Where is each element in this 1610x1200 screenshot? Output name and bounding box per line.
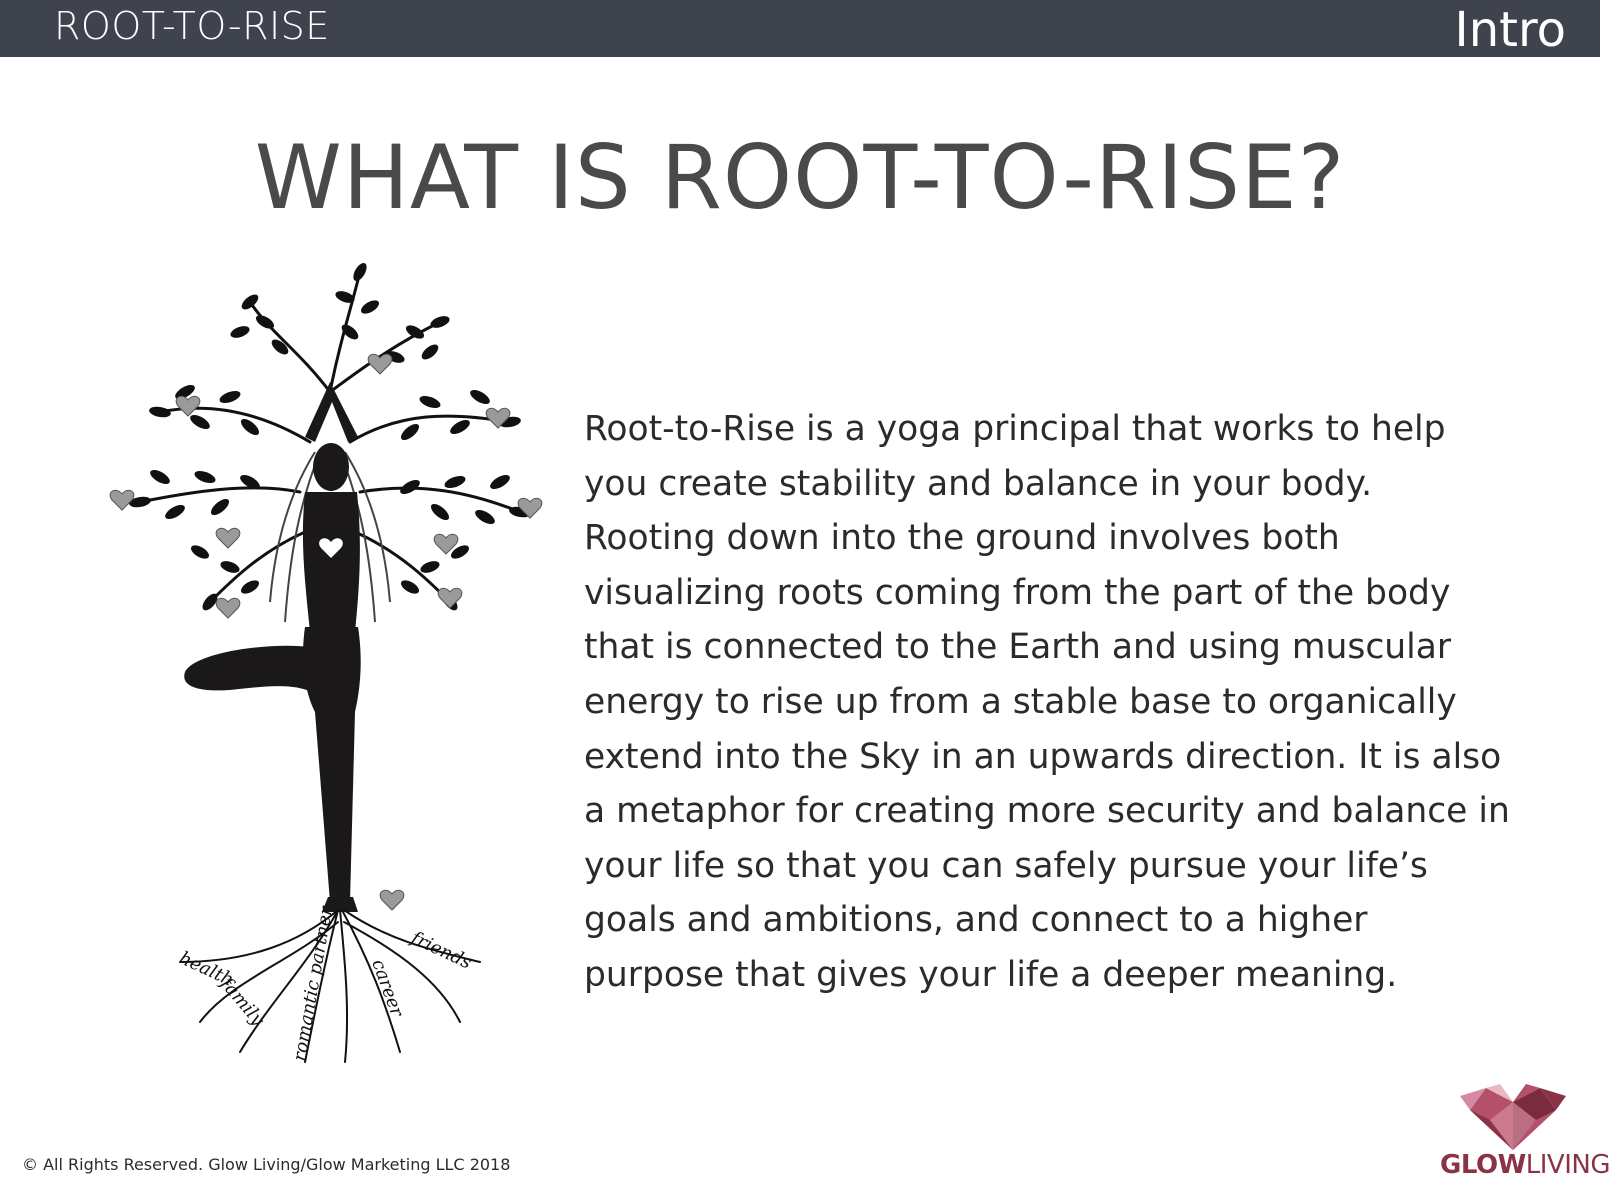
tree-woman-svg	[100, 262, 560, 1082]
section-title: ROOT-TO-RISE	[54, 4, 330, 48]
chapter-label: Intro	[1454, 2, 1566, 58]
page-title: WHAT IS ROOT-TO-RISE?	[254, 126, 1346, 229]
root-label-friends: friends	[407, 927, 475, 974]
glow-living-logo	[1440, 1080, 1610, 1190]
root-label-family: family	[216, 973, 269, 1031]
yoga-tree-pose-illustration	[100, 262, 560, 1082]
logo-wordmark	[1440, 1150, 1610, 1180]
copyright-text: © All Rights Reserved. Glow Living/Glow Marketing LLC 2018	[22, 1155, 511, 1174]
root-label-romantic-partner: romantic partner	[289, 905, 338, 1063]
heart-gem-icon	[1440, 1080, 1586, 1152]
top-bar	[0, 0, 1600, 57]
root-label-career: career	[367, 956, 408, 1020]
logo-word-living: LIVING	[1525, 1150, 1610, 1180]
logo-word-glow: GLOW	[1440, 1150, 1526, 1180]
root-label-health: health	[175, 947, 237, 991]
body-paragraph: Root-to-Rise is a yoga principal that works to help you create stability and balance in your body. Rooting down into the ground involves both visualizing roots coming from the part of the body that is connected to the Earth and using muscular energy to rise up from a stable base to organically extend into the Sky in an upwards direction. It is also a metaphor for creating more security and balance in your life so that you can safely pursue your life’s goals and ambitions, and connect to a higher purpose that gives your life a deeper meaning.	[584, 409, 1510, 995]
